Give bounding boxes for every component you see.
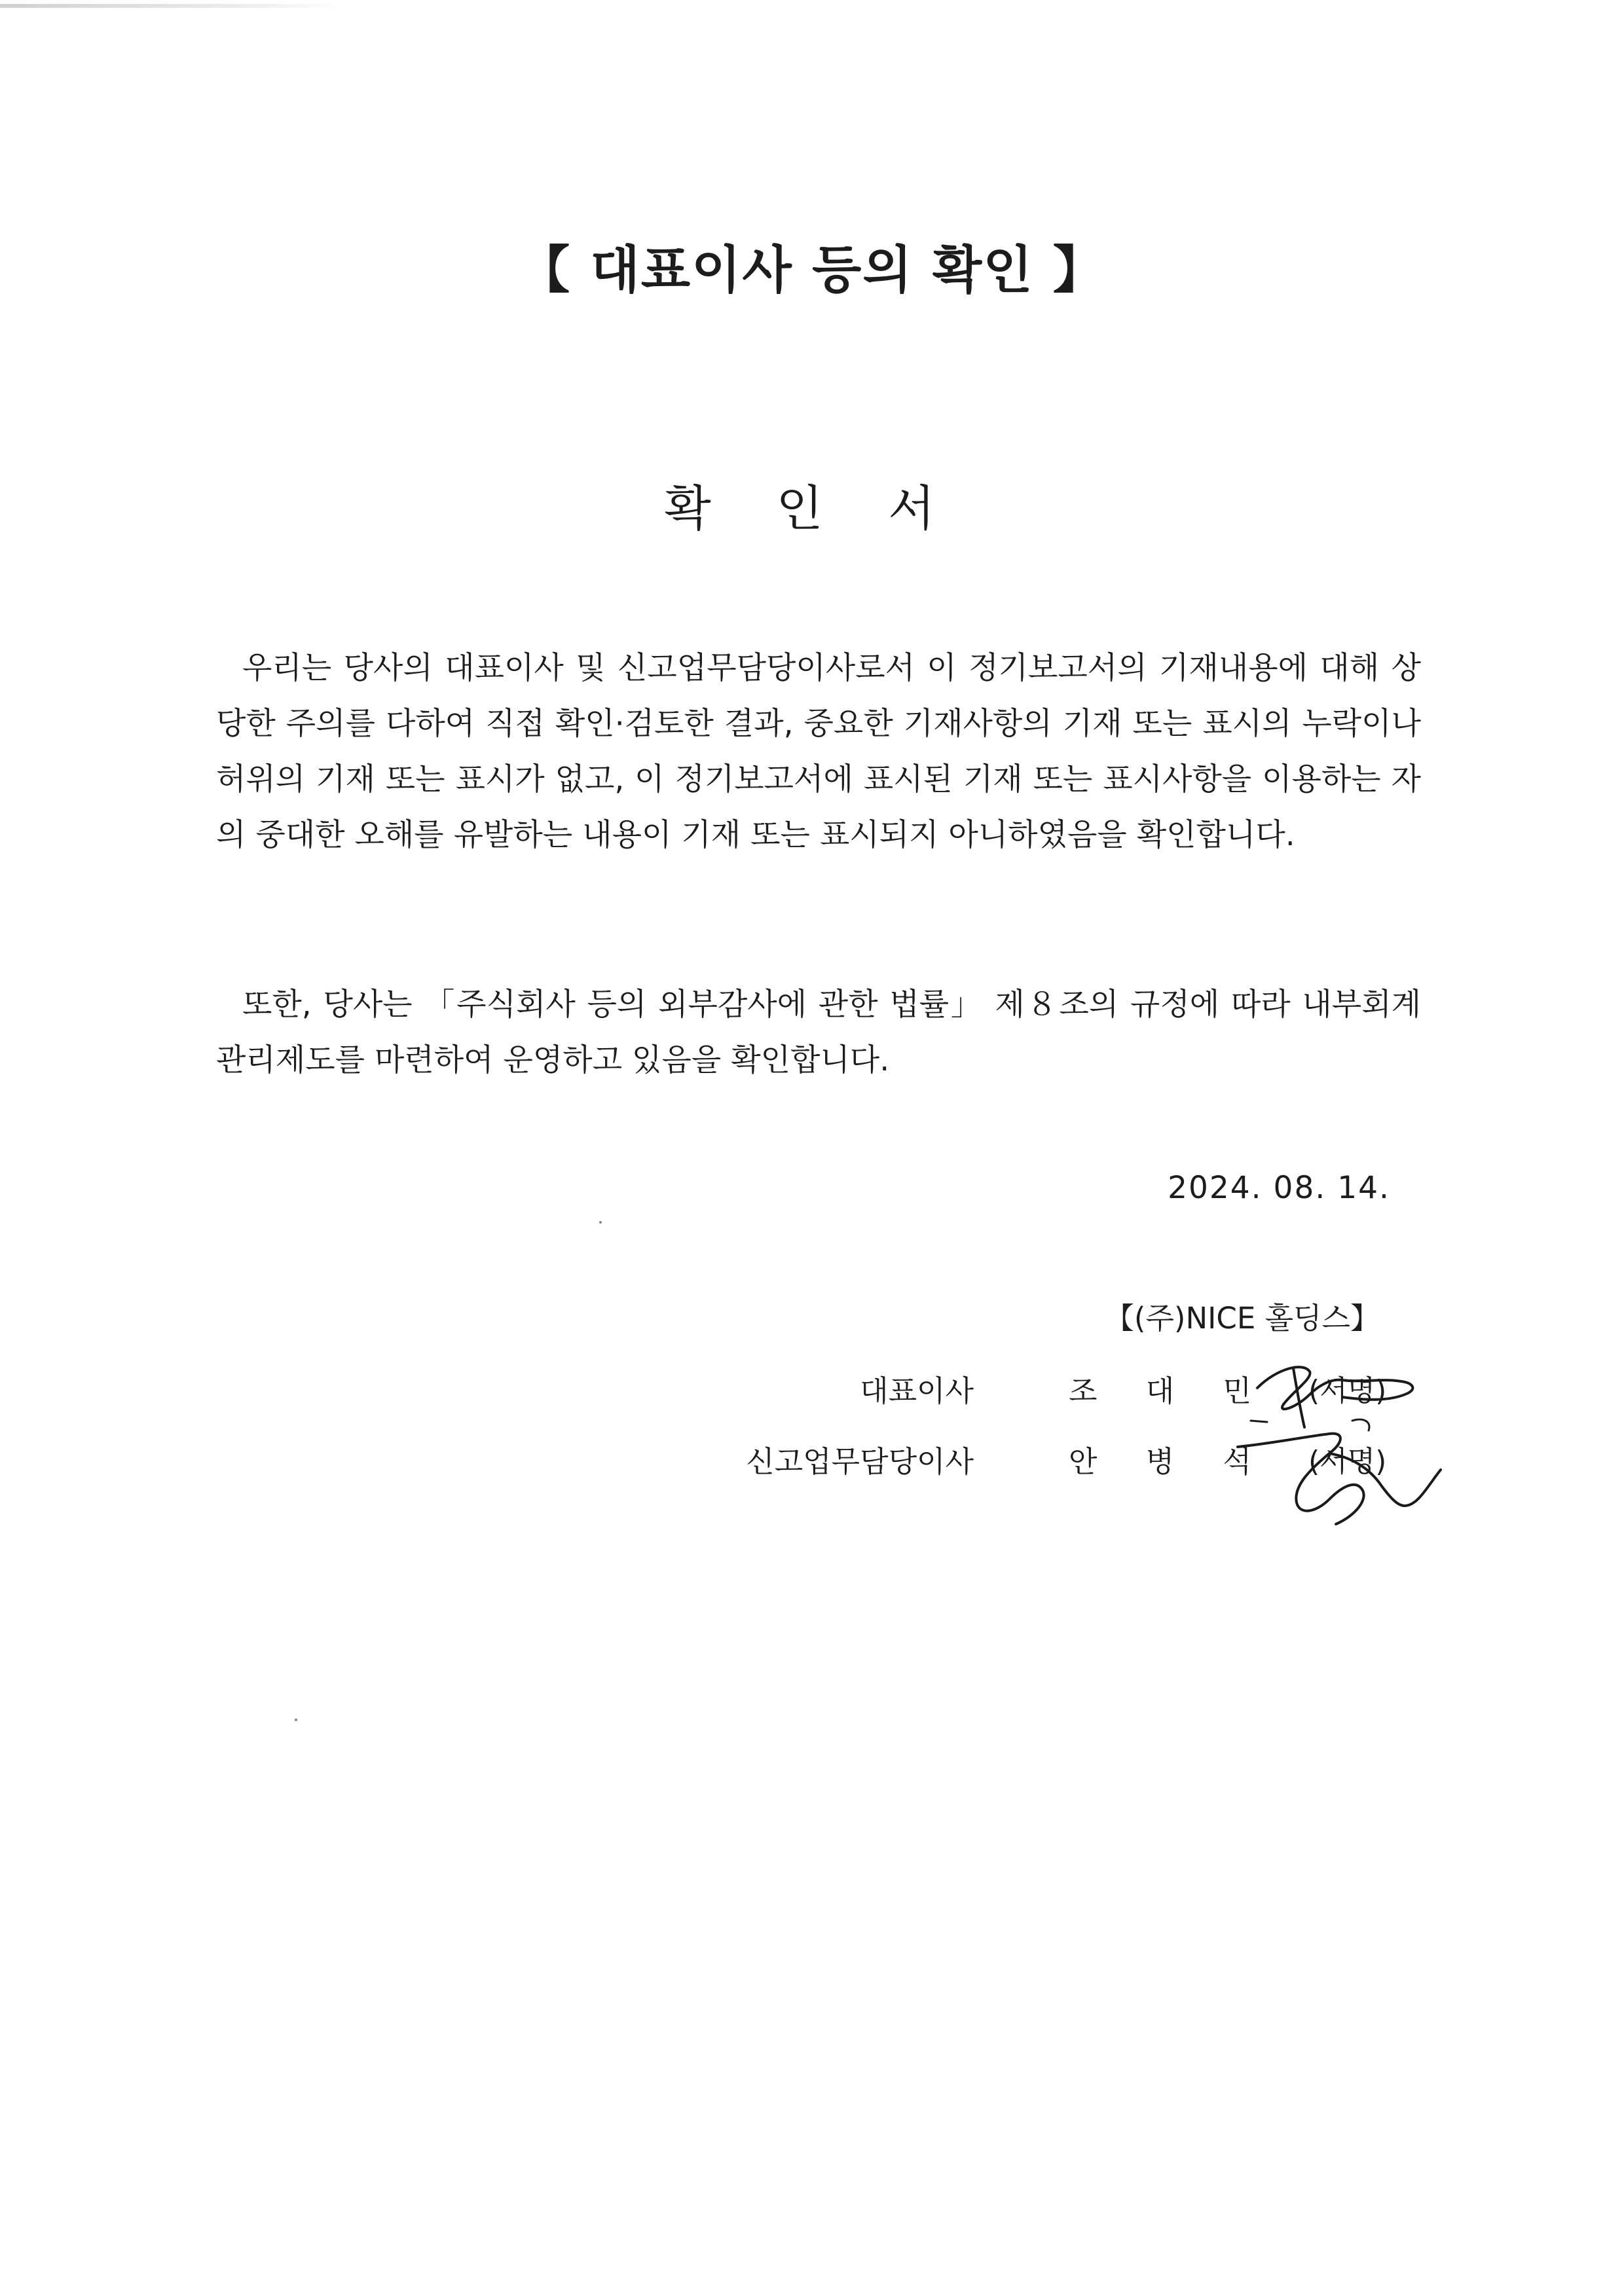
signatory-name: 안 병 석 xyxy=(1069,1444,1272,1479)
signatory-title: 대표이사 xyxy=(860,1374,974,1408)
signatory-title: 신고업무담당이사 xyxy=(746,1444,974,1479)
scan-edge-shadow xyxy=(0,4,341,8)
company-name: 【(주)NICE 홀딩스】 xyxy=(1104,1301,1380,1336)
signatory-row-disclosure-officer xyxy=(0,1438,1624,1484)
signature-mark-label: (서명) xyxy=(1308,1374,1387,1408)
document-heading: 확 인 서 xyxy=(664,481,960,537)
page-title: 【 대표이사 등의 확인 】 xyxy=(519,241,1105,300)
signatory-row-ceo xyxy=(0,1367,1624,1413)
signatory-name: 조 대 민 xyxy=(1069,1374,1272,1408)
scan-speck xyxy=(295,1719,297,1721)
signature-mark-label: (서명) xyxy=(1308,1445,1387,1478)
confirmation-paragraph: 우리는 당사의 대표이사 및 신고업무담당이사로서 이 정기보고서의 기재내용에 대해 상당한 주의를 다하여 직접 확인·검토한 결과, 중요한 기재사항의 기재 또는 표시의 누락이나 허위의 기재 또는 표시가 없고, 이 정기보고서에 표시된 기재 또는 표시사항을 이용하는 자의 중대한 오해를 유발하는 내용이 기재 또는 표시되지 아니하였음을 확인합니다. xyxy=(216,650,1421,853)
document-date: 2024. 08. 14. xyxy=(1168,1170,1390,1206)
scan-speck xyxy=(599,1221,602,1224)
internal-control-paragraph: 또한, 당사는 「주식회사 등의 외부감사에 관한 법률」 제８조의 규정에 따라 내부회계관리제도를 마련하여 운영하고 있음을 확인합니다. xyxy=(216,987,1421,1078)
